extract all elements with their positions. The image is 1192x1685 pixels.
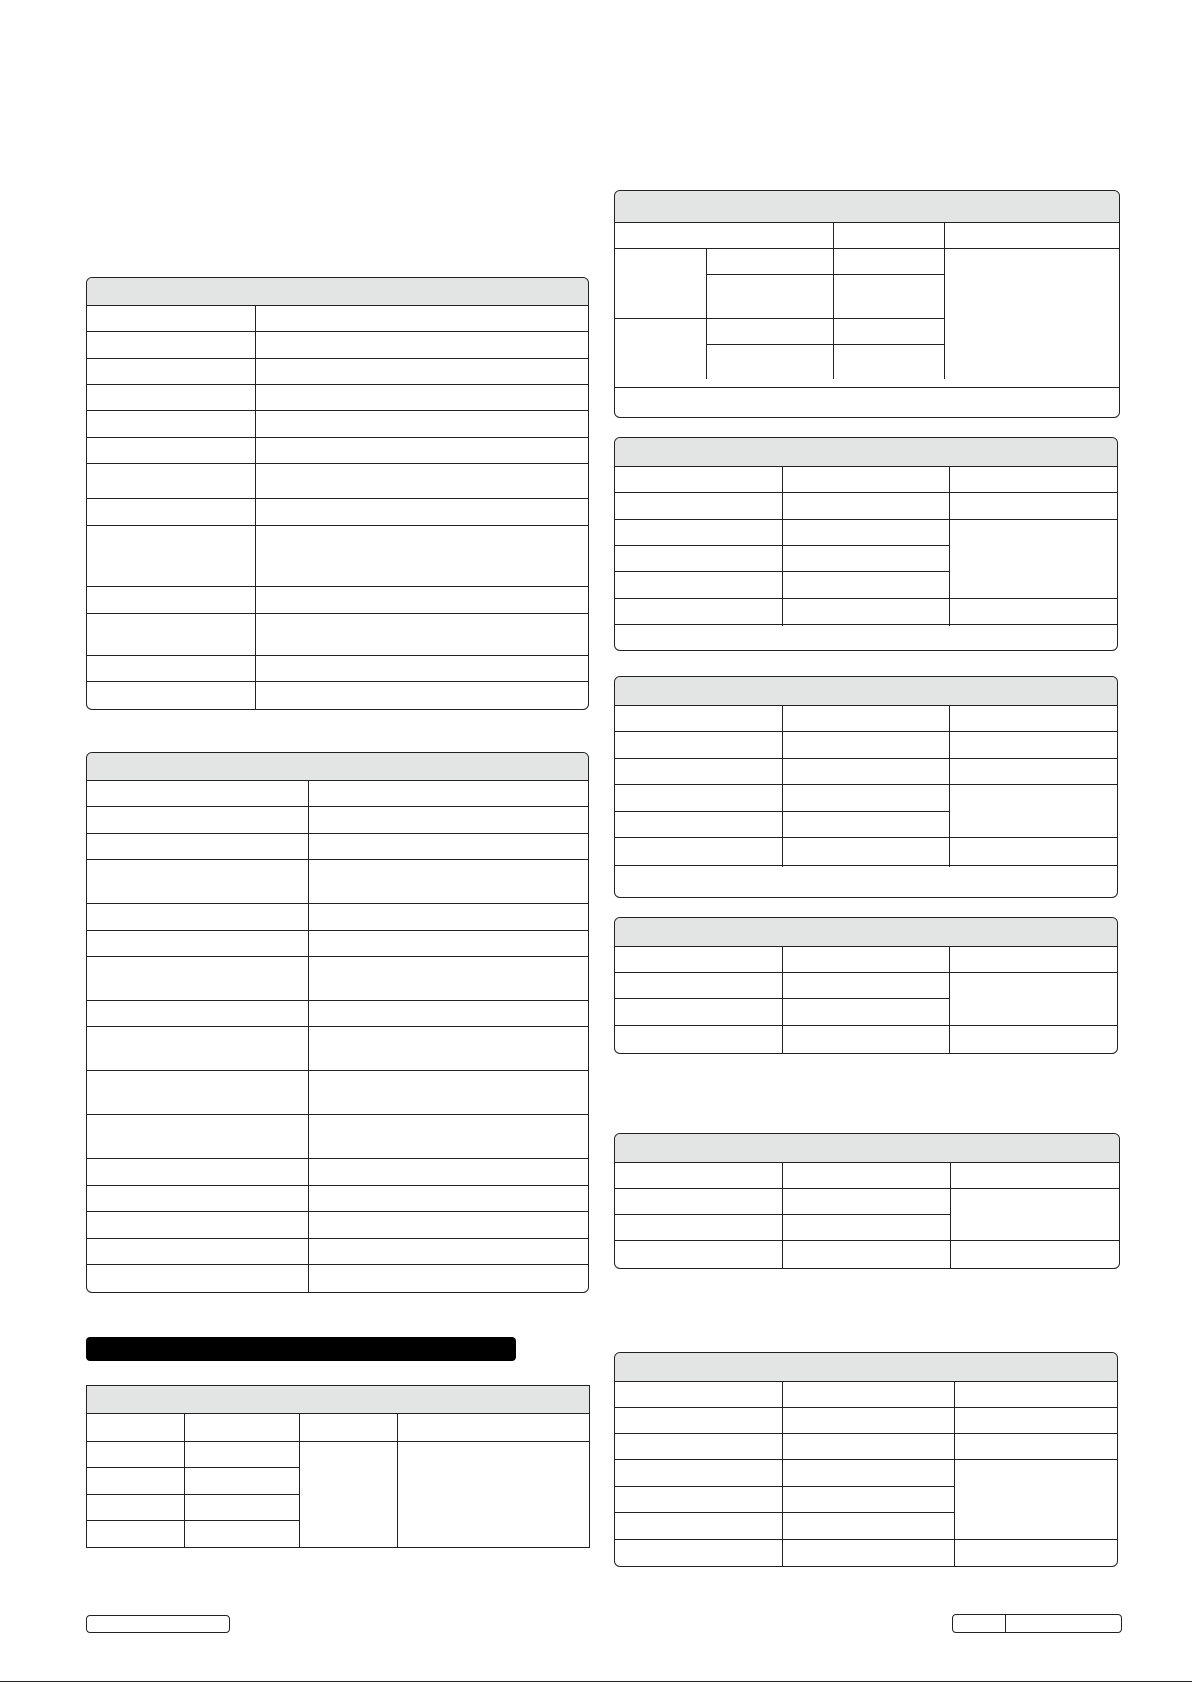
table-header	[615, 677, 1117, 706]
right-table-4	[614, 917, 1118, 1054]
table-header	[87, 278, 588, 306]
page-bottom-rule	[0, 1681, 1192, 1682]
right-table-3	[614, 676, 1118, 898]
table-header	[615, 918, 1117, 947]
section-heading-bar	[86, 1337, 516, 1361]
table-header	[615, 1353, 1117, 1382]
table-header	[87, 753, 588, 781]
bottom-left-table	[86, 1385, 590, 1548]
right-table-6	[614, 1352, 1118, 1567]
table-header	[615, 191, 1119, 223]
specification-table-1	[86, 277, 589, 710]
right-table-5	[614, 1133, 1120, 1269]
right-table-2	[614, 437, 1118, 651]
footer-left-label	[86, 1615, 230, 1633]
table-header	[87, 1386, 589, 1414]
specification-table-2	[86, 752, 589, 1293]
right-table-1	[614, 190, 1120, 418]
table-header	[615, 438, 1117, 467]
table-header	[615, 1134, 1119, 1163]
footer-right-label	[952, 1614, 1122, 1633]
